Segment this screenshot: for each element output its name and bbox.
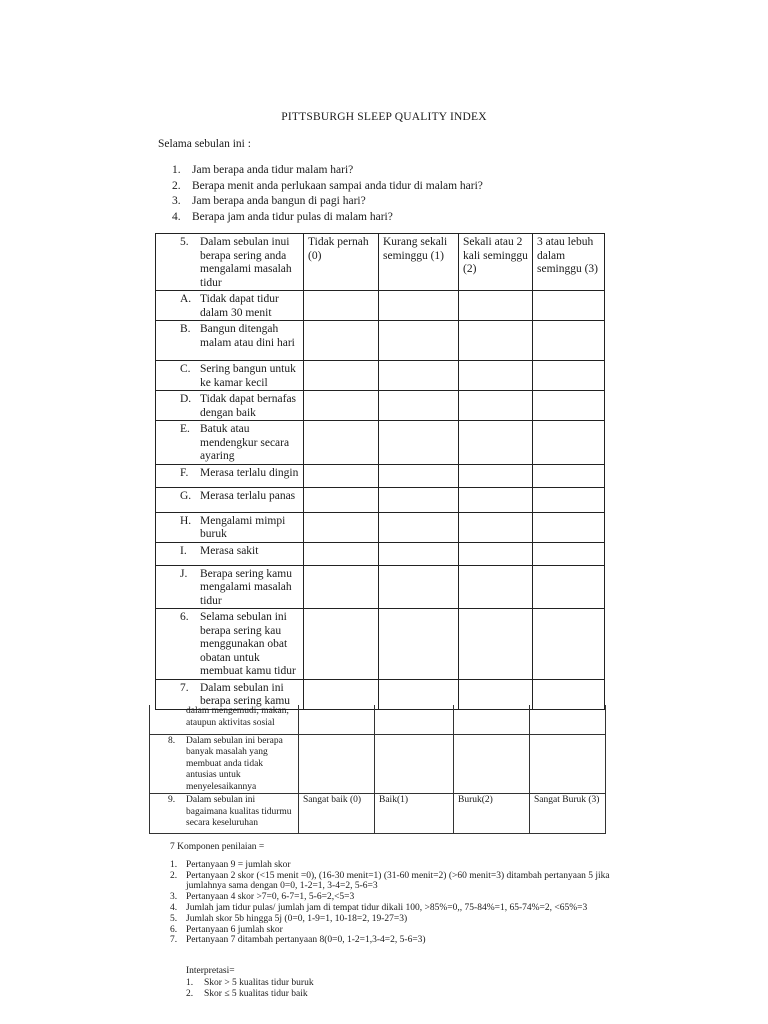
row-label: J. Berapa sering kamu mengalami masalah tidur <box>156 565 304 609</box>
question-item: 2. Berapa menit anda perlukaan sampai anda tidur di malam hari? <box>172 179 483 192</box>
row-label: C. Sering bangun untuk ke kamar kecil <box>156 361 304 391</box>
answer-cell[interactable]: Sangat baik (0) <box>299 794 375 834</box>
table-row <box>156 321 605 361</box>
table-row <box>150 794 606 834</box>
scoring-item: 1. Pertanyaan 9 = jumlah skor <box>170 859 291 870</box>
answer-cell[interactable] <box>304 565 379 609</box>
row-label: B. Bangun ditengah malam atau dini hari <box>156 321 304 361</box>
header-question-cell: 5. Dalam sebulan inui berapa sering anda mengalami masalah tidur <box>156 234 304 291</box>
table-row <box>156 487 605 512</box>
answer-cell[interactable] <box>459 291 533 321</box>
scoring-item: 3. Pertanyaan 4 skor >7=0, 6-7=1, 5-6=2,<5=3 <box>170 892 355 903</box>
intro-text: Selama sebulan ini : <box>158 138 251 150</box>
row-label: 7. Dalam sebulan ini berapa sering kamu <box>156 679 304 709</box>
sleep-quality-table <box>149 705 606 834</box>
answer-cell[interactable] <box>304 391 379 421</box>
table-header-row <box>156 234 605 291</box>
table-row <box>156 361 605 391</box>
table-row <box>156 464 605 487</box>
answer-cell[interactable]: Buruk(2) <box>454 794 530 834</box>
interpretation-item: 2. Skor ≤ 5 kualitas tidur baik <box>186 989 308 999</box>
page-title: PITTSBURGH SLEEP QUALITY INDEX <box>281 111 487 123</box>
answer-cell[interactable] <box>459 565 533 609</box>
column-header: Tidak pernah (0) <box>304 234 379 291</box>
answer-cell[interactable] <box>459 421 533 465</box>
table-row <box>156 421 605 465</box>
answer-cell[interactable] <box>304 609 379 680</box>
row-label: D. Tidak dapat bernafas dengan baik <box>156 391 304 421</box>
answer-cell[interactable] <box>459 487 533 512</box>
answer-cell[interactable] <box>533 291 605 321</box>
row-label: 8. Dalam sebulan ini berapa banyak masalah yang membuat anda tidak antusias untuk menyelesaikannya <box>150 734 299 794</box>
answer-cell[interactable] <box>530 705 606 734</box>
answer-cell[interactable] <box>379 361 459 391</box>
answer-cell[interactable] <box>304 487 379 512</box>
answer-cell[interactable] <box>379 512 459 542</box>
table-row <box>156 565 605 609</box>
answer-cell[interactable] <box>304 512 379 542</box>
answer-cell[interactable] <box>379 321 459 361</box>
answer-cell[interactable] <box>530 734 606 794</box>
answer-cell[interactable] <box>304 361 379 391</box>
scoring-item: 5. Jumlah skor 5b hingga 5j (0=0, 1-9=1, 10-18=2, 19-27=3) <box>170 913 408 924</box>
answer-cell[interactable] <box>533 542 605 565</box>
answer-cell[interactable] <box>379 421 459 465</box>
answer-cell[interactable] <box>379 391 459 421</box>
column-header: 3 atau lebuh dalam seminggu (3) <box>533 234 605 291</box>
answer-cell[interactable] <box>454 734 530 794</box>
question-item: 1. Jam berapa anda tidur malam hari? <box>172 164 354 176</box>
answer-cell[interactable] <box>379 609 459 680</box>
question-item: 4. Berapa jam anda tidur pulas di malam hari? <box>172 210 393 223</box>
row-label: I. Merasa sakit <box>156 542 304 565</box>
row-label: 9. Dalam sebulan ini bagaimana kualitas tidurmu secara keseluruhan <box>150 794 299 834</box>
answer-cell[interactable] <box>299 705 375 734</box>
answer-cell[interactable] <box>533 565 605 609</box>
interpretation-item: 1. Skor > 5 kualitas tidur buruk <box>186 977 314 988</box>
answer-cell[interactable] <box>533 421 605 465</box>
answer-cell[interactable] <box>375 705 454 734</box>
row-label: F. Merasa terlalu dingin <box>156 464 304 487</box>
scoring-item: 4. Jumlah jam tidur pulas/ jumlah jam di tempat tidur dikali 100, >85%=0,, 75-84%=1, 65-74%=2, <65%=3 <box>170 902 588 913</box>
question-list <box>172 163 483 225</box>
answer-cell[interactable] <box>533 391 605 421</box>
answer-cell[interactable] <box>379 291 459 321</box>
answer-cell[interactable] <box>375 734 454 794</box>
row-label: G. Merasa terlalu panas <box>156 487 304 512</box>
row-label: 6. Selama sebulan ini berapa sering kau menggunakan obat obatan untuk membuat kamu tidur <box>156 609 304 680</box>
answer-cell[interactable] <box>454 705 530 734</box>
answer-cell[interactable] <box>459 609 533 680</box>
answer-cell[interactable] <box>459 542 533 565</box>
answer-cell[interactable] <box>533 321 605 361</box>
row-label: E. Batuk atau mendengkur secara ayaring <box>156 421 304 465</box>
scoring-heading: 7 Komponen penilaian = <box>170 842 265 852</box>
answer-cell[interactable] <box>304 542 379 565</box>
answer-cell[interactable] <box>459 391 533 421</box>
row-label: dalam mengemudi, makan, ataupun aktivitas sosial <box>150 705 299 734</box>
table-row <box>150 734 606 794</box>
answer-cell[interactable]: Sangat Buruk (3) <box>530 794 606 834</box>
answer-cell[interactable] <box>533 609 605 680</box>
sleep-frequency-table <box>155 233 605 710</box>
answer-cell[interactable] <box>379 542 459 565</box>
table-row <box>150 705 606 734</box>
answer-cell[interactable] <box>379 464 459 487</box>
answer-cell[interactable] <box>299 734 375 794</box>
question-item: 3. Jam berapa anda bangun di pagi hari? <box>172 195 366 207</box>
answer-cell[interactable] <box>304 291 379 321</box>
column-header: Kurang sekali seminggu (1) <box>379 234 459 291</box>
scoring-section <box>170 842 610 946</box>
scoring-item: 2. Pertanyaan 2 skor (<15 menit =0), (16-30 menit=1) (31-60 menit=2) (>60 menit=3) ditambah pertanyaan 5 jika jumlahnya sama dengan 0=0, 1-2=1, 3-4=2, 5-6=3 <box>170 870 610 892</box>
table-row <box>156 609 605 680</box>
interpretation-section <box>186 966 314 1001</box>
answer-cell[interactable] <box>304 321 379 361</box>
answer-cell[interactable] <box>379 565 459 609</box>
interpretation-heading: Interpretasi= <box>186 966 235 976</box>
row-label: A. Tidak dapat tidur dalam 30 menit <box>156 291 304 321</box>
answer-cell[interactable] <box>304 464 379 487</box>
answer-cell[interactable] <box>533 361 605 391</box>
table-row <box>156 542 605 565</box>
table-row <box>156 512 605 542</box>
column-header: Sekali atau 2 kali seminggu (2) <box>459 234 533 291</box>
answer-cell[interactable] <box>459 321 533 361</box>
answer-cell[interactable] <box>533 487 605 512</box>
answer-cell[interactable] <box>304 421 379 465</box>
answer-cell[interactable] <box>379 487 459 512</box>
scoring-item: 6. Pertanyaan 6 jumlah skor <box>170 924 283 935</box>
answer-cell[interactable] <box>459 361 533 391</box>
row-label: H. Mengalami mimpi buruk <box>156 512 304 542</box>
scoring-item: 7. Pertanyaan 7 ditambah pertanyaan 8(0=0, 1-2=1,3-4=2, 5-6=3) <box>170 935 426 946</box>
answer-cell[interactable]: Baik(1) <box>375 794 454 834</box>
table-row <box>156 391 605 421</box>
answer-cell[interactable] <box>533 464 605 487</box>
answer-cell[interactable] <box>533 512 605 542</box>
answer-cell[interactable] <box>459 464 533 487</box>
answer-cell[interactable] <box>459 512 533 542</box>
table-row <box>156 291 605 321</box>
